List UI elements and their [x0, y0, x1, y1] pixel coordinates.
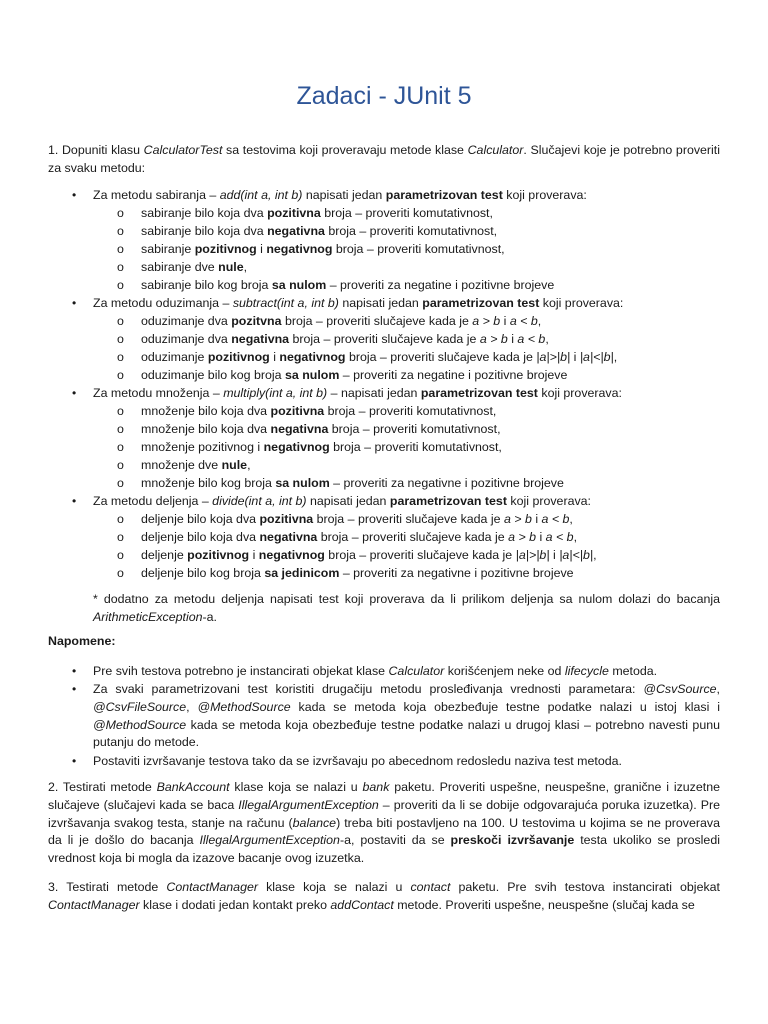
list-item: množenje bilo koja dva negativna broja – proveriti komutativnost,: [141, 422, 501, 436]
bullet-icon: •: [72, 296, 77, 310]
sub-bullet-icon: o: [117, 566, 124, 580]
sub-bullet-icon: o: [117, 242, 124, 256]
sub-bullet-icon: o: [117, 476, 124, 490]
list-item: sabiranje bilo koja dva pozitivna broja – proveriti komutativnost,: [141, 206, 493, 220]
sub-bullet-icon: o: [117, 530, 124, 544]
list-item: oduzimanje dva negativna broja – proveriti slučajeve kada je a > b i a < b,: [141, 332, 549, 346]
sub-bullet-icon: o: [117, 206, 124, 220]
note-item: Pre svih testova potrebno je instancirati objekat klase Calculator korišćenjem neke od lifecycle metoda.: [93, 664, 658, 678]
list-item: deljenje pozitivnog i negativnog broja – proveriti slučajeve kada je |a|>|b| i |a|<|b|,: [141, 548, 597, 562]
list-item: množenje bilo koja dva pozitivna broja – proveriti komutativnost,: [141, 404, 497, 418]
note-item: Za svaki parametrizovani test koristiti drugačiju metodu prosleđivanja vrednosti parametara: @CsvSource, @CsvFileSource, @MethodSource kada se metoda koja obezbeđuje testne podatke nalazi u istoj klasi i @MethodSource kada se metoda koja obezbeđuje testne podatke nalazi u drugoj klasi – potrebno navesti punu putanju do metode.: [93, 682, 720, 750]
bullet-icon: •: [72, 682, 77, 696]
list-item: oduzimanje dva pozitvna broja – proveriti slučajeve kada je a > b i a < b,: [141, 314, 542, 328]
note-item: Postaviti izvršavanje testova tako da se izvršavaju po abecednom redosledu naziva test metoda.: [93, 754, 622, 768]
sub-bullet-icon: o: [117, 548, 124, 562]
list-item: množenje pozitivnog i negativnog broja – proveriti komutativnost,: [141, 440, 502, 454]
method-add-heading: Za metodu sabiranja – add(int a, int b) napisati jedan parametrizovan test koji proverava:: [93, 188, 587, 202]
task1-intro: 1. Dopuniti klasu CalculatorTest sa testovima koji proveravaju metode klase Calculator. Slučajevi koje je potrebno proveriti za svaku metodu:: [48, 143, 721, 175]
sub-bullet-icon: o: [117, 278, 124, 292]
sub-bullet-icon: o: [117, 422, 124, 436]
list-item: sabiranje bilo kog broja sa nulom – proveriti za negatine i pozitivne brojeve: [141, 278, 555, 292]
list-item: sabiranje bilo koja dva negativna broja – proveriti komutativnost,: [141, 224, 498, 238]
sub-bullet-icon: o: [117, 440, 124, 454]
list-item: deljenje bilo koja dva negativna broja – proveriti slučajeve kada je a > b i a < b,: [141, 530, 578, 544]
sub-bullet-icon: o: [117, 332, 124, 346]
method-subtract-heading: Za metodu oduzimanja – subtract(int a, int b) napisati jedan parametrizovan test koji proverava:: [93, 296, 624, 310]
list-item: deljenje bilo kog broja sa jedinicom – proveriti za negativne i pozitivne brojeve: [141, 566, 574, 580]
list-item: sabiranje pozitivnog i negativnog broja – proveriti komutativnost,: [141, 242, 505, 256]
list-item: deljenje bilo koja dva pozitivna broja – proveriti slučajeve kada je a > b i a < b,: [141, 512, 573, 526]
sub-bullet-icon: o: [117, 350, 124, 364]
bullet-icon: •: [72, 386, 77, 400]
sub-bullet-icon: o: [117, 404, 124, 418]
task3-paragraph: 3. Testirati metode ContactManager klase koja se nalazi u contact paketu. Pre svih testova instancirati objekat ContactManager klase i dodati jedan kontakt preko addContact metode. Proveriti uspešne, neuspešne (slučaj kada se: [48, 880, 720, 912]
page-title: Zadaci - JUnit 5: [296, 82, 472, 110]
notes-heading: Napomene:: [48, 634, 116, 648]
division-note: * dodatno za metodu deljenja napisati test koji proverava da li prilikom deljenja sa nulom dolazi do bacanja ArithmeticException-a.: [93, 592, 720, 624]
list-item: množenje dve nule,: [141, 458, 251, 472]
sub-bullet-icon: o: [117, 512, 124, 526]
method-multiply-heading: Za metodu množenja – multiply(int a, int b) – napisati jedan parametrizovan test koji proverava:: [93, 386, 622, 400]
sub-bullet-icon: o: [117, 368, 124, 382]
sub-bullet-icon: o: [117, 224, 124, 238]
list-item: množenje bilo kog broja sa nulom – proveriti za negativne i pozitivne brojeve: [141, 476, 564, 490]
task2-paragraph: 2. Testirati metode BankAccount klase koja se nalazi u bank paketu. Proveriti uspešne, neuspešne, granične i izuzetne slučajeve (slučajevi kada se baca IllegalArgumentException – proveriti da li se dobije odgovarajuća poruka izuzetka). Pre izvršavanja svakog testa, stanje na računu (balance) treba biti postavljeno na 100. U testovima u kojima se ne proverava da li je došlo do bacanja IllegalArgumentException-a, postaviti da se preskoči izvršavanje testa ukoliko se prosledi vrednost koja bi mogla da izazove bacanje ovog izuzetka.: [48, 780, 720, 866]
list-item: oduzimanje pozitivnog i negativnog broja – proveriti slučajeve kada je |a|>|b| i |a|<|b|,: [141, 350, 618, 364]
bullet-icon: •: [72, 664, 77, 678]
sub-bullet-icon: o: [117, 458, 124, 472]
sub-bullet-icon: o: [117, 314, 124, 328]
list-item: oduzimanje bilo kog broja sa nulom – proveriti za negatine i pozitivne brojeve: [141, 368, 568, 382]
bullet-icon: •: [72, 188, 77, 202]
bullet-icon: •: [72, 494, 77, 508]
sub-bullet-icon: o: [117, 260, 124, 274]
method-divide-heading: Za metodu deljenja – divide(int a, int b) napisati jedan parametrizovan test koji proverava:: [93, 494, 591, 508]
bullet-icon: •: [72, 754, 77, 768]
list-item: sabiranje dve nule,: [141, 260, 248, 274]
